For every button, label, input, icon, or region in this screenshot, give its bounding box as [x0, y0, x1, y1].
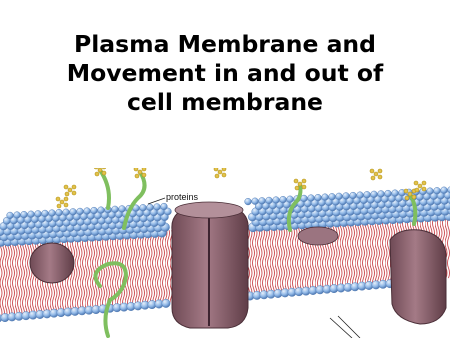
plasma-membrane-diagram: [0, 168, 450, 338]
title-line-1: Plasma Membrane and: [74, 29, 376, 58]
proteins-label-group: [148, 192, 199, 204]
phospholipid-head: [371, 191, 378, 198]
phospholipid-head: [378, 191, 385, 198]
sugar-bead: [422, 181, 426, 185]
phospholipid-head: [14, 212, 21, 219]
sugar-bead: [378, 175, 382, 179]
phospholipid-head: [7, 212, 14, 219]
phospholipid-head: [308, 195, 315, 202]
title-line-3: cell membrane: [126, 87, 323, 116]
phospholipid-head: [140, 204, 147, 211]
phospholipid-head: [259, 197, 266, 204]
phospholipid-head: [77, 208, 84, 215]
sugar-bead: [94, 168, 98, 169]
small-surface-protein: [298, 227, 338, 245]
glycoprotein-chain-1: [100, 170, 109, 208]
sugar-bead: [60, 200, 64, 204]
phospholipid-head: [357, 192, 364, 199]
sugar-bead: [302, 185, 306, 189]
membrane-illustration: [0, 168, 450, 338]
sugar-bead: [65, 192, 69, 196]
sugar-bead: [414, 181, 418, 185]
sugar-bead: [215, 174, 219, 178]
sugar-bead: [57, 204, 61, 208]
sugar-bead: [222, 168, 226, 171]
sugar-bead: [422, 187, 426, 191]
phospholipid-head: [112, 206, 119, 213]
phospholipid-head: [91, 207, 98, 214]
sugar-bead: [294, 179, 298, 183]
phospholipid-head: [98, 207, 105, 214]
phospholipid-head: [392, 190, 399, 197]
sugar-bead: [298, 182, 302, 186]
sugar-bead: [404, 189, 408, 193]
sugar-bead: [418, 184, 422, 188]
phospholipid-head: [56, 209, 63, 216]
phospholipid-head: [161, 203, 168, 210]
sugar-bead: [95, 172, 99, 176]
sugar-bead: [302, 179, 306, 183]
phospholipid-head: [427, 188, 434, 195]
sugar-bead: [64, 203, 68, 207]
phospholipid-head: [336, 193, 343, 200]
sugar-bead: [378, 169, 382, 173]
sugar-bead: [102, 168, 106, 169]
right-protein: [390, 230, 446, 324]
sugar-bead: [405, 196, 409, 200]
sugar-bead: [370, 169, 374, 173]
phospholipid-head: [364, 191, 371, 198]
phospholipid-head: [441, 187, 448, 194]
phospholipid-head: [63, 209, 70, 216]
sugar-bead: [68, 188, 72, 192]
phospholipid-head: [280, 196, 287, 203]
sugar-bead: [72, 185, 76, 189]
slide-title: [0, 30, 450, 117]
sugar-bead: [64, 185, 68, 189]
sugar-bead: [295, 186, 299, 190]
phospholipid-head: [322, 194, 329, 201]
title-line-2: Movement in and out of: [66, 58, 384, 87]
sugar-bead: [412, 195, 416, 199]
sugar-bead: [214, 168, 218, 171]
phospholipid-head: [42, 210, 49, 217]
sugar-bead: [374, 172, 378, 176]
sugar-bead: [56, 197, 60, 201]
phospholipid-head: [70, 208, 77, 215]
phospholipid-head: [315, 194, 322, 201]
phospholipid-head: [434, 187, 441, 194]
phospholipid-head: [287, 196, 294, 203]
sugar-bead: [218, 170, 222, 174]
phospholipid-head: [350, 192, 357, 199]
phospholipid-head: [385, 190, 392, 197]
channel-protein: [172, 202, 248, 328]
phospholipid-head: [343, 193, 350, 200]
pointer-lines: [330, 316, 360, 338]
sugar-bead: [72, 191, 76, 195]
phospholipid-head: [162, 299, 170, 307]
phospholipid-head: [49, 210, 56, 217]
phospholipid-head: [266, 197, 273, 204]
phospholipid-head: [84, 208, 91, 215]
sugar-bead: [102, 171, 106, 175]
proteins-label: proteins: [166, 192, 199, 202]
sugar-bead: [64, 197, 68, 201]
phospholipid-head: [28, 211, 35, 218]
sugar-bead: [415, 188, 419, 192]
phospholipid-head: [329, 193, 336, 200]
sugar-bead: [371, 176, 375, 180]
phospholipid-head: [119, 206, 126, 213]
sugar-bead: [142, 168, 146, 171]
sugar-bead: [98, 168, 102, 172]
phospholipid-head: [273, 197, 280, 204]
phospholipid-head: [154, 204, 161, 211]
phospholipid-head: [245, 198, 252, 205]
phospholipid-head: [252, 198, 259, 205]
sugar-bead: [135, 174, 139, 178]
left-peripheral-protein: [30, 243, 74, 283]
sugar-bead: [134, 168, 138, 171]
phospholipid-head: [21, 211, 28, 218]
phospholipid-head: [35, 210, 42, 217]
sugar-bead: [222, 173, 226, 177]
sugar-bead: [142, 173, 146, 177]
phospholipid-head: [147, 204, 154, 211]
sugar-bead: [408, 192, 412, 196]
sugar-bead: [138, 170, 142, 174]
